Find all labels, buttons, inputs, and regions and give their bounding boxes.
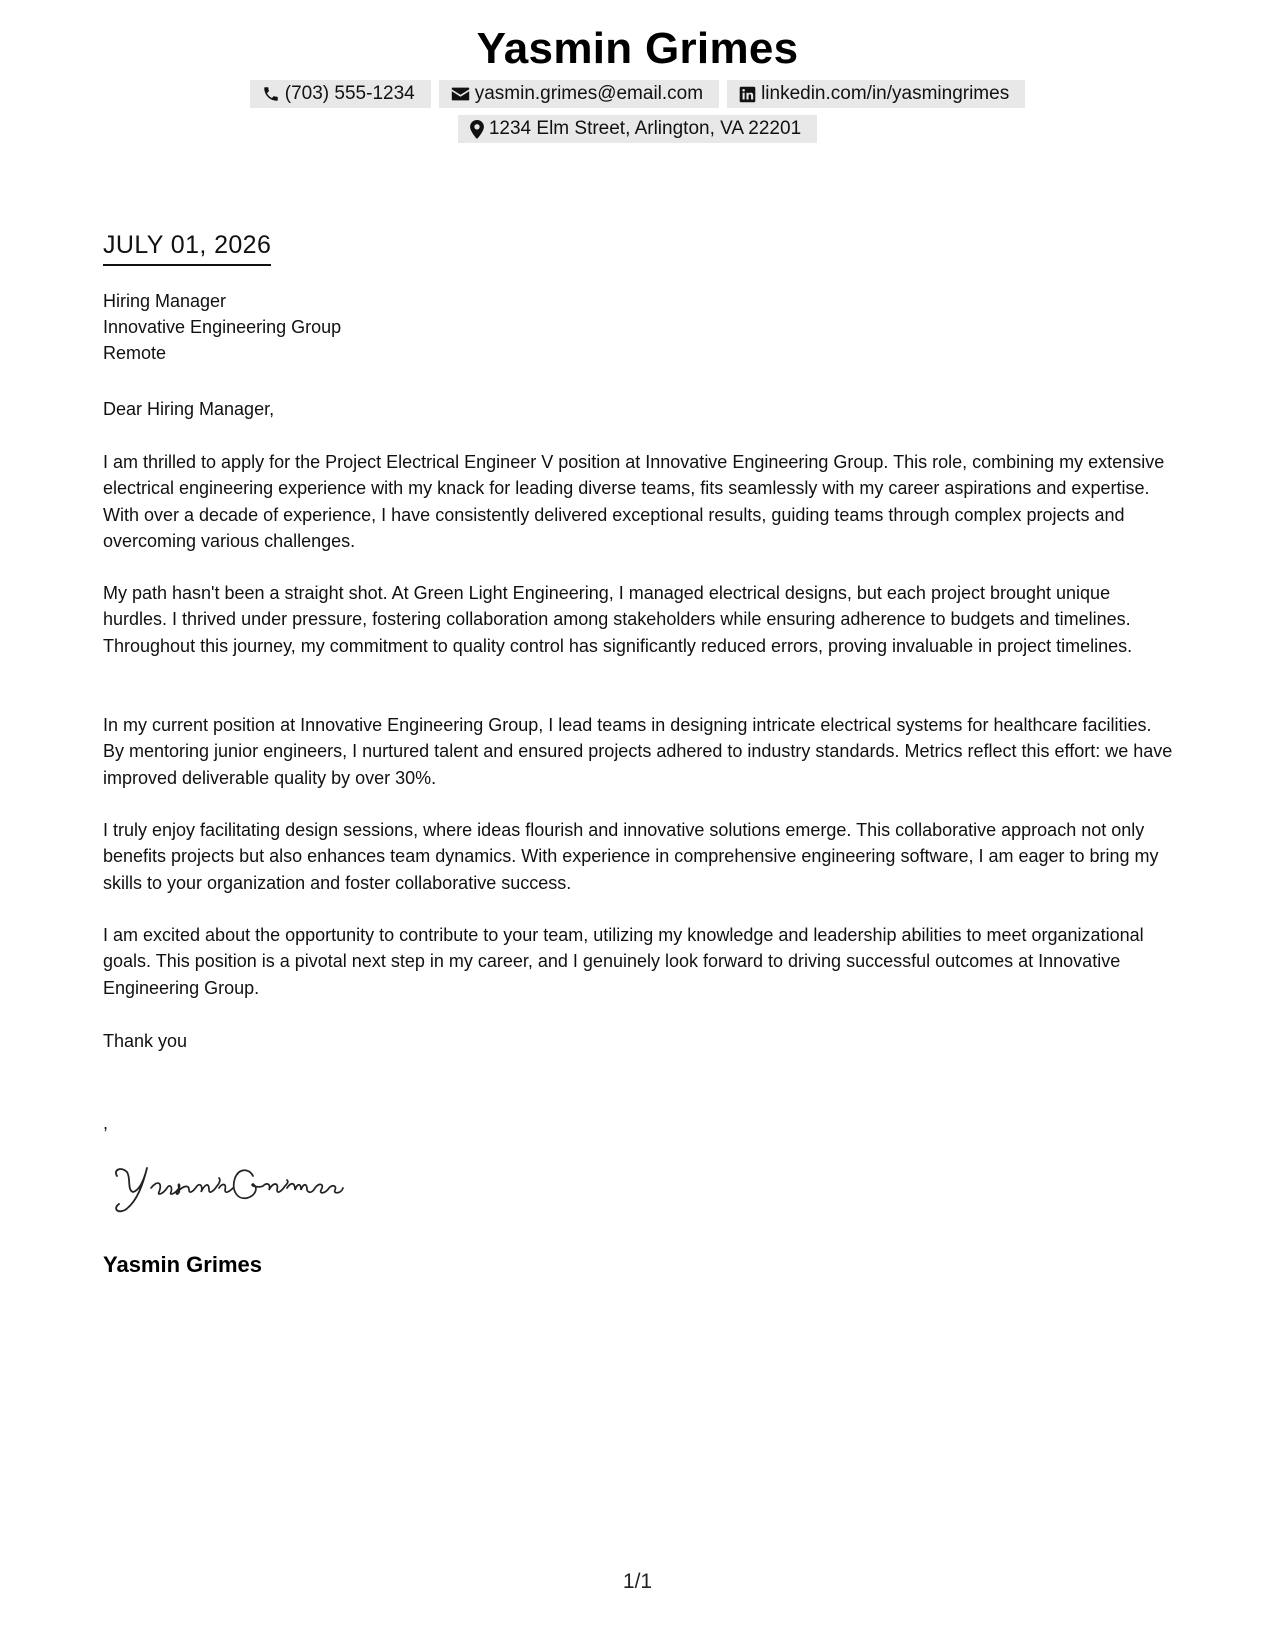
applicant-name: Yasmin Grimes bbox=[476, 24, 799, 73]
linkedin-icon bbox=[739, 86, 756, 103]
body-paragraph: I am excited about the opportunity to contribute to your team, utilizing my knowledge and leadership abilities to meet organizational goals. This position is a pivotal next step in my career, and I genuinely look forward to driving successful outcomes at Innovative Engineering Group. bbox=[103, 925, 1144, 998]
recipient-block bbox=[103, 288, 341, 366]
closing-line: Thank you bbox=[103, 1031, 188, 1051]
body-paragraph: I truly enjoy facilitating design sessions, where ideas flourish and innovative solutions emerge. This collaborative approach not only benefits projects but also enhances team dynamics. With experience in comprehensive engineering software, I am eager to bring my skills to your organization and foster collaborative success. bbox=[103, 820, 1159, 893]
envelope-icon bbox=[451, 86, 470, 102]
contact-row bbox=[0, 80, 1275, 108]
letter-date: JULY 01, 2026 bbox=[103, 230, 271, 266]
email-text: yasmin.grimes@email.com bbox=[474, 83, 704, 104]
recipient-title: Hiring Manager bbox=[103, 291, 227, 311]
linkedin-text: linkedin.com/in/yasmingrimes bbox=[761, 83, 1010, 104]
body-paragraph: I am thrilled to apply for the Project Electrical Engineer V position at Innovative Engineering Group. This role, combining my extensive electrical engineering experience with my knack for leading diverse teams, fits seamlessly with my career aspirations and expertise. With over a decade of experience, I have consistently delivered exceptional results, guiding teams through complex projects and overcoming various challenges. bbox=[103, 452, 1165, 551]
phone-chip bbox=[250, 80, 431, 108]
recipient-company: Innovative Engineering Group bbox=[103, 317, 342, 337]
closing-comma: , bbox=[103, 1113, 109, 1133]
contact-row-address bbox=[0, 115, 1275, 143]
body-paragraph: My path hasn't been a straight shot. At Green Light Engineering, I managed electrical designs, but each project brought unique hurdles. I thrived under pressure, fostering collaboration among stakeholders while ensuring adherence to budgets and timelines. Throughout this journey, my commitment to quality control has significantly reduced errors, proving invaluable in project timelines. bbox=[103, 583, 1133, 656]
address-text: 1234 Elm Street, Arlington, VA 22201 bbox=[488, 118, 802, 139]
phone-icon bbox=[262, 85, 280, 103]
salutation: Dear Hiring Manager, bbox=[103, 399, 275, 419]
handwritten-signature bbox=[103, 1158, 353, 1223]
recipient-location: Remote bbox=[103, 343, 167, 363]
address-chip bbox=[458, 115, 817, 143]
body-paragraph: In my current position at Innovative Engineering Group, I lead teams in designing intricate electrical systems for healthcare facilities. By mentoring junior engineers, I nurtured talent and ensured projects adhered to industry standards. Metrics reflect this effort: we have improved deliverable quality by over 30%. bbox=[103, 715, 1173, 788]
phone-text: (703) 555-1234 bbox=[284, 83, 415, 104]
signed-name: Yasmin Grimes bbox=[103, 1252, 262, 1277]
map-pin-icon bbox=[470, 120, 484, 139]
page-number: 1/1 bbox=[622, 1570, 653, 1593]
linkedin-chip bbox=[727, 80, 1025, 108]
email-chip bbox=[439, 80, 719, 108]
